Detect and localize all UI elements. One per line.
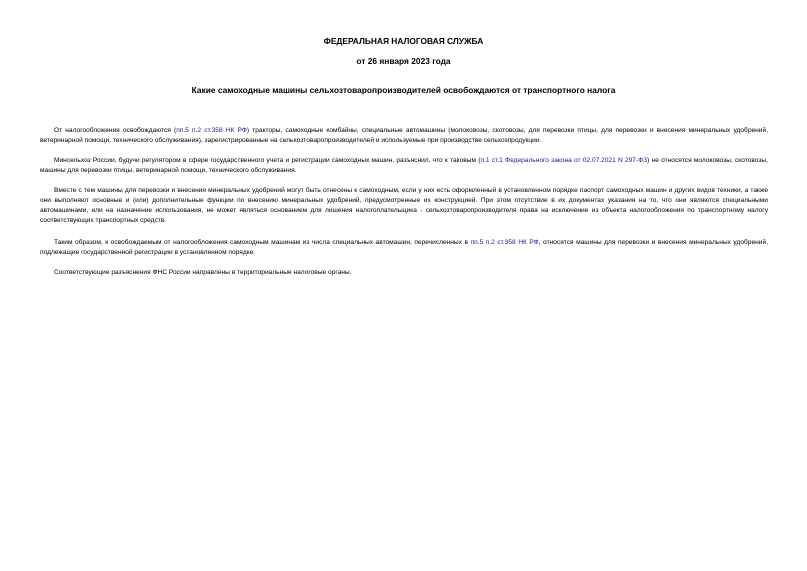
document-title: Какие самоходные машины сельхозтоваропроизводителей освобождаются от транспортного налога (191, 85, 616, 95)
paragraph-text: ) не относятся молоковозы, скотовозы, машины для перевозки птицы, ветеринарной помощи, технического обслуживания. (40, 157, 768, 174)
agency-name: ФЕДЕРАЛЬНАЯ НАЛОГОВАЯ СЛУЖБА (323, 36, 484, 46)
paragraph-text: Минсельхоз России, будучи регулятором в сфере государственного учета и регистрации самоходных машин, разъяснил, что к таковым ( (54, 157, 481, 164)
paragraph-text: , относятся машины для перевозки и внесения минеральных удобрений, подлежащие государственной регистрации в установленном порядке. (40, 239, 768, 256)
paragraph-text: Вместе с тем машины для перевозки и внесения минеральных удобрений могут быть отнесены к самоходным, если у них есть оформленный в установленном порядке паспорт самоходных машин и других видов техники, а также они выполняют основные и (или) дополнительные функции по внесению минеральных удобрений, предусмотренные их конструкцией. При этом отсутствие в их документах указания на то, что они являются специальными автомашинами, или на назначение использования, не может являться основанием для лишения налогоплательщика - сельхозтоваропроизводителя права на исключение из объекта налогообложения по транспортному налогу соответствующих транспортных средств. (40, 187, 768, 224)
paragraph-fertilizer-machines (40, 186, 768, 226)
paragraph-ministry (40, 156, 768, 176)
law-reference-link[interactable]: пп.5 п.2 ст.358 НК РФ (176, 127, 247, 134)
paragraph-text: От налогообложения освобождаются ( (54, 127, 177, 134)
federal-law-link[interactable]: п.1 ст.1 Федерального закона от 02.07.2021 N 297-ФЗ (480, 157, 648, 164)
paragraph-conclusion (40, 238, 768, 258)
paragraph-closing (40, 268, 768, 278)
paragraph-text: Таким образом, к освобождаемым от налогообложения самоходным машинам из числа специальных автомашин, перечисленных в (54, 239, 471, 246)
paragraph-text: ) тракторы, самоходные комбайны, специальные автомашины (молоковозы, скотовозы, для перевозки птицы, для перевозки и внесения минеральных удобрений, ветеринарной помощи, технического обслуживания), зарегистрированные на сельхозтоваропроизводителей и используемые при производстве сельхозпродукции. (40, 127, 768, 144)
paragraph-text: Соответствующие разъяснения ФНС России направлены в территориальные налоговые органы. (54, 269, 352, 276)
paragraph-exemption (40, 126, 768, 146)
law-reference-link[interactable]: пп.5 п.2 ст.358 НК РФ (470, 239, 539, 246)
document-date: от 26 января 2023 года (356, 56, 451, 66)
